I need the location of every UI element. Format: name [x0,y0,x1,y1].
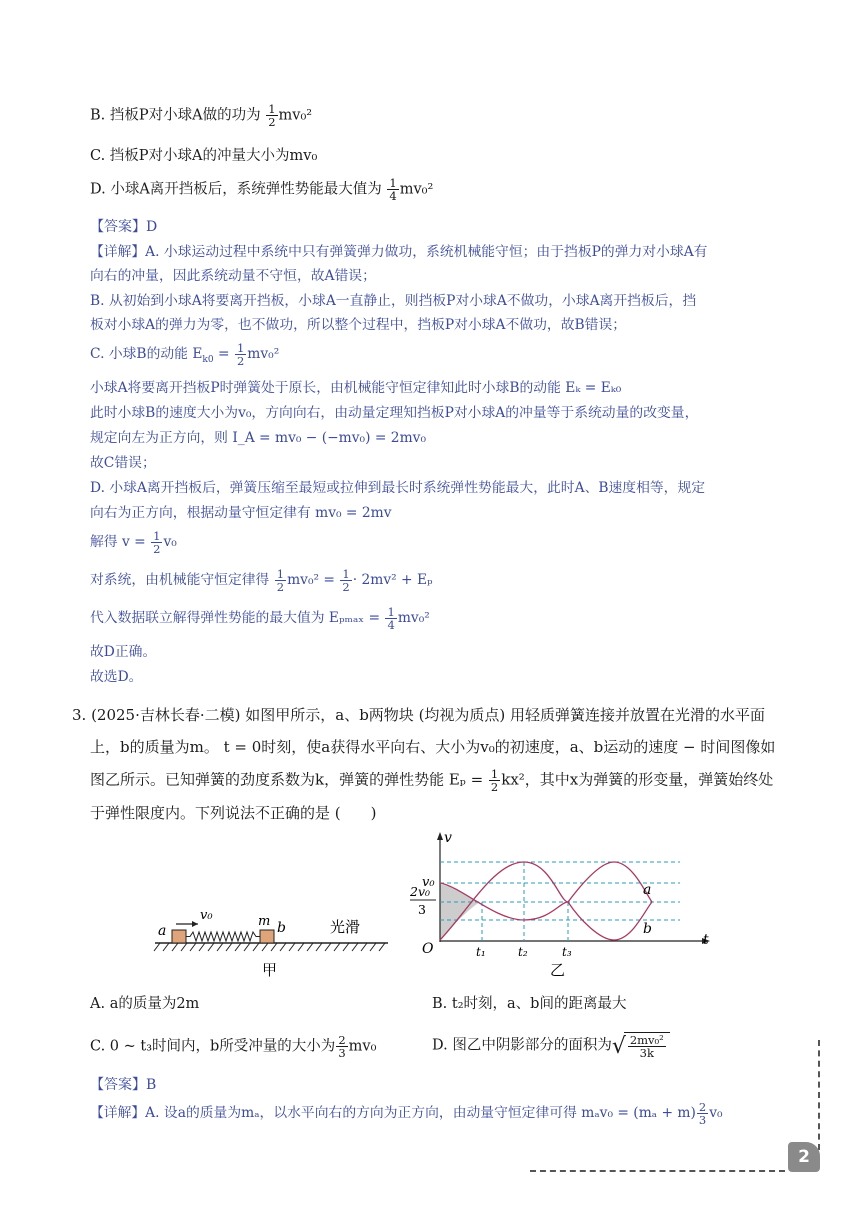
question-3-text: 图乙所示。已知弹簧的劲度系数为k，弹簧的弹性势能 Eₚ = $\frac{1}{2}$ kx²，其中x为弹簧的形变量，弹簧始终处 [90,767,774,794]
fraction: $\frac{1}{2}$ [268,102,276,129]
figure-jia [150,895,395,980]
option-b-prev: B. 挡板P对小球A做的功为 $\frac{1}{2}$ mv₀² [90,102,313,129]
v0-label: v₀ [422,875,435,890]
q3-option-d: D. 图乙中阴影部分的面积为 √ $\frac{\text{2mv₀²}}{3k}$ [432,1032,670,1059]
label-m: m [258,914,271,929]
shaded-area [440,884,480,940]
axis-v-label: v [444,830,452,846]
q3-analysis: 【详解】A. 设a的质量为mₐ，以水平向右的方向为正方向，由动量守恒定律可得 mₐv₀ = (mₐ + m) $\frac{2}{3}$ v₀ [90,1100,723,1127]
label-v0: v₀ [200,908,213,923]
analysis-line: 故D正确。 [90,644,157,660]
analysis-line: 对系统，由机械能守恒定律得 $\frac{1}{2}$ mv₀² = $\frac{1}{2}$ · 2mv² + Eₚ [90,567,433,594]
question-3-text: 上，b的质量为m。 t = 0时刻，使a获得水平向右、大小为v₀的初速度，a、b运动的速度 − 时间图像如 [90,738,776,756]
analysis-line: 小球A将要离开挡板P时弹簧处于原长，由机械能守恒定律知此时小球B的动能 Eₖ = Eₖ₀ [90,380,622,396]
origin-label: O [422,941,434,957]
footer-rule [530,1170,785,1172]
block-b [260,930,274,943]
q3-option-c: C. 0 ~ t₃时间内，b所受冲量的大小为 $\frac{2}{3}$ mv₀ [90,1033,377,1060]
two-v0-label: 2v₀ [410,884,431,899]
analysis-line: 解得 v = $\frac{1}{2}$ v₀ [90,529,177,556]
curve-b [440,862,652,940]
label-a: a [158,923,167,939]
question-3-text: 3. (2025·吉林长春·二模) 如图甲所示，a、b两物块 (均视为质点) 用轻质弹簧连接并放置在光滑的水平面 [72,706,766,724]
q3-answer: 【答案】B [90,1077,157,1093]
fraction: $\frac{1}{4}$ [389,176,397,203]
question-3-text: 于弹性限度内。下列说法不正确的是 ( ) [90,804,377,822]
curve-a [440,862,652,920]
curve-b-label: b [643,921,652,937]
figure-yi-vt-graph [400,830,720,980]
label-smooth: 光滑 [330,918,361,936]
block-a [172,930,186,943]
analysis-line: 故选D。 [90,669,143,685]
q3-option-a: A. a的质量为2m [90,996,200,1012]
analysis-line: 此时小球B的速度大小为v₀，方向向右，由动量定理知挡板P对小球A的冲量等于系统动量的改变量， [90,405,699,421]
analysis-line: 规定向左为正方向，则 I_A = mv₀ − (−mv₀) = 2mv₀ [90,430,426,446]
analysis-line: 向右为正方向，根据动量守恒定律有 mv₀ = 2mv [90,505,392,521]
analysis-line: 代入数据联立解得弹性势能的最大值为 Eₚₘₐₓ = $\frac{1}{4}$ mv₀² [90,605,430,632]
t2-label: t₂ [518,945,528,959]
analysis-line: D. 小球A离开挡板后，弹簧压缩至最短或拉伸到最长时系统弹性势能最大，此时A、B速度相等，规定 [90,480,706,496]
option-c-prev: C. 挡板P对小球A的冲量大小为mv₀ [90,148,318,164]
option-d-prev: D. 小球A离开挡板后，系统弹性势能最大值为 $\frac{1}{4}$ mv₀² [90,176,434,203]
t1-label: t₁ [476,945,486,959]
page-number: 2 [788,1142,820,1172]
spring [186,932,260,941]
curve-a-label: a [643,882,652,898]
analysis-line: C. 小球B的动能 $E_{k0}$ = $\frac{1}{2}$ mv₀² [90,341,280,368]
q3-option-b: B. t₂时刻，a、b间的距离最大 [432,996,627,1012]
sqrt: √ $\frac{\text{2mv₀²}}{3k}$ [612,1032,670,1059]
analysis-line: B. 从初始到小球A将要离开挡板，小球A一直静止，则挡板P对小球A不做功，小球A离开挡板后，挡 [90,293,697,309]
analysis-line: 【详解】A. 小球运动过程中系统中只有弹簧弹力做功，系统机械能守恒；由于挡板P的弹力对小球A有 [90,244,708,260]
footer-vertical-rule [818,1040,820,1150]
answer-prev: 【答案】D [90,219,158,235]
three-label: 3 [418,902,426,917]
caption-yi: 乙 [550,961,566,979]
label-b: b [277,920,286,936]
analysis-line: 向右的冲量，因此系统动量不守恒，故A错误； [90,268,376,284]
analysis-line: 板对小球A的弹力为零，也不做功，所以整个过程中，挡板P对小球A不做功，故B错误； [90,317,627,333]
caption-jia: 甲 [262,961,278,979]
axis-t-label: t [703,932,709,948]
analysis-line: 故C错误； [90,455,156,471]
t3-label: t₃ [562,945,572,959]
